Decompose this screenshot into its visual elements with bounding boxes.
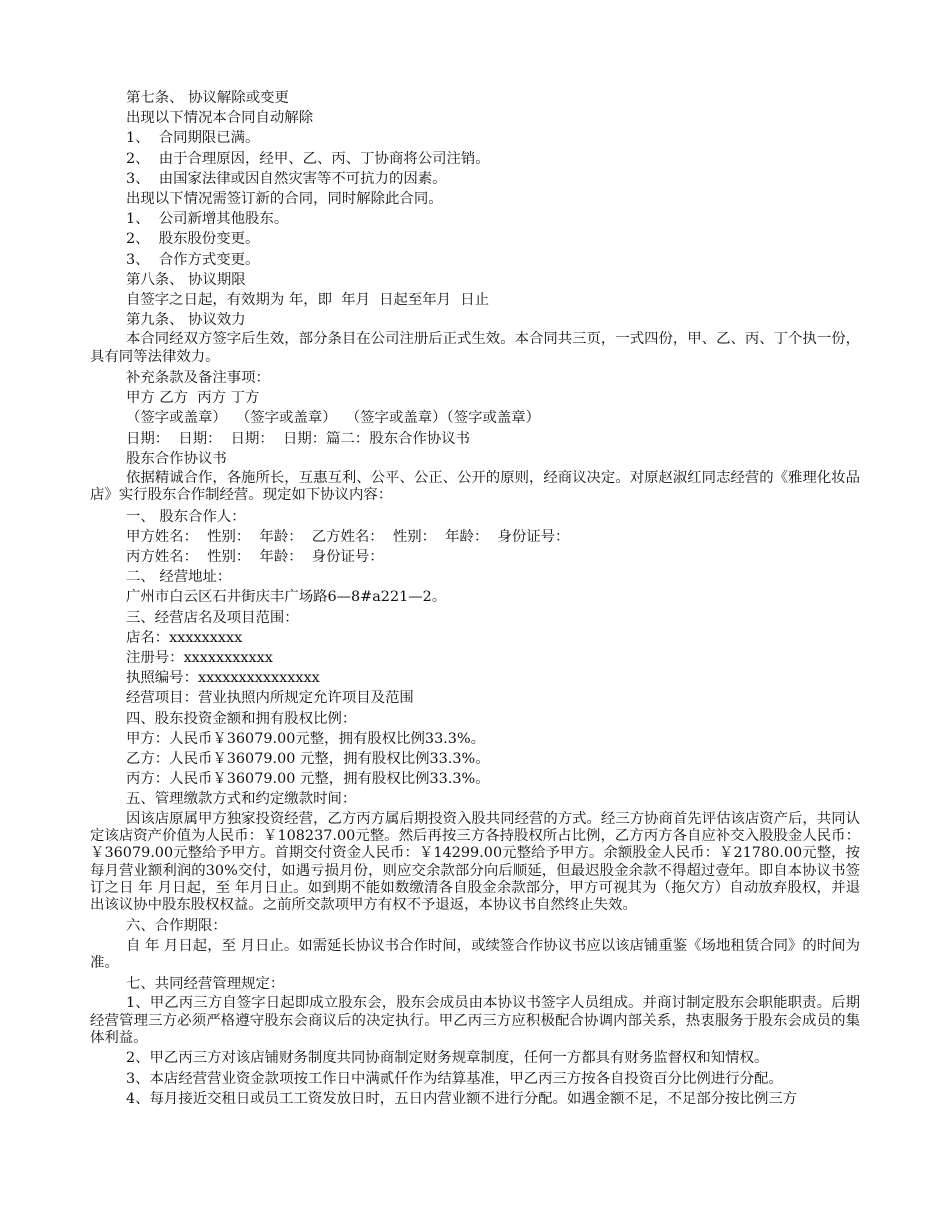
agreement-preamble: 依据精诚合作，各施所长，互惠互利、公平、公正、公开的原则，经商议决定。对原赵淑红同志经营的《雅理化妆品店》实行股东合作制经营。现定如下协议内容： [90, 470, 860, 504]
article-7-heading: 第七条、 协议解除或变更 [126, 90, 289, 106]
partner-info-line: 甲方姓名： 性别： 年龄： 乙方姓名： 性别： 年龄： 身份证号： [126, 528, 570, 545]
termination-item: 2、 由于合理原因，经甲、乙、丙、丁协商将公司注销。 [126, 150, 490, 167]
section-5-heading: 五、管理缴款方式和约定缴款时间： [126, 791, 357, 808]
termination-item: 3、 由国家法律或因自然灾害等不可抗力的因素。 [126, 170, 447, 187]
section-2-heading: 二、 经营地址： [126, 569, 232, 586]
business-scope: 经营项目：营业执照内所规定允许项目及范围 [126, 690, 414, 707]
parties-row: 甲方 乙方 丙方 丁方 [126, 390, 260, 407]
investment-line: 丙方：人民币￥36079.00 元整，拥有股权比例33.3%。 [126, 771, 490, 788]
signature-row: （签字或盖章） （签字或盖章） （签字或盖章）（签字或盖章） [126, 410, 541, 427]
date-row: 日期： 日期： 日期： 日期：篇二：股东合作协议书 [126, 430, 471, 447]
section-6-heading: 六、合作期限： [126, 918, 227, 935]
partner-info-line: 丙方姓名： 性别： 年龄： 身份证号： [126, 549, 384, 566]
renewal-item: 3、 合作方式变更。 [126, 251, 260, 268]
management-rule-paragraph: 2、甲乙丙三方对该店铺财务制度共同协商制定财务规章制度，任何一方都具有财务监督权和知情权。 [126, 1050, 769, 1067]
management-rule-paragraph: 3、本店经营营业资金款项按工作日中满贰仟作为结算基准，甲乙丙三方按各自投资百分比例进行分配。 [126, 1070, 783, 1087]
store-name: 店名：xxxxxxxxx [126, 629, 243, 646]
registration-number: 注册号：xxxxxxxxxxx [126, 650, 273, 667]
document-body [90, 88, 860, 1110]
article-9-heading: 第九条、 协议效力 [126, 312, 246, 329]
section-3-heading: 三、经营店名及项目范围： [126, 609, 299, 626]
management-rule-paragraph: 1、甲乙丙三方自签字日起即成立股东会，股东会成员由本协议书签字人员组成。并商讨制定股东会职能职责。后期经营管理三方必须严格遵守股东会商议后的决定执行。甲乙丙三方应积极配合协调内部关系，热衷服务于股东会成员的集体利益。 [90, 995, 860, 1047]
payment-terms-paragraph: 因该店原属甲方独家投资经营，乙方丙方属后期投资入股共同经营的方式。经三方协商首先评估该店资产后，共同认定该店资产价值为人民币：￥108237.00元整。然后再按三方各持股权所占比例，乙方丙方各自应补交入股股金人民币：￥36079.00元整给予甲方。首期交付资金人民币：￥14299.00元整给予甲方。余额股金人民币：￥21780.00元整，按每月营业额利润的30%交付，如遇亏损月份，则应交余款部分向后顺延，但最迟股金余款不得超过壹年。即自本协议书签订之日 年 月日起，至 年月日止。如到期不能如数缴清各自股金余款部分，甲方可视其为（拖欠方）自动放弃股权，并退出该议协中股东股权权益。之前所交款项甲方有权不予退返，本协议书自然终止失效。 [90, 810, 860, 914]
investment-line: 甲方：人民币￥36079.00元整，拥有股权比例33.3%。 [126, 730, 486, 747]
license-number: 执照编号：xxxxxxxxxxxxxxx [126, 670, 320, 687]
section-1-heading: 一、 股东合作人： [126, 508, 246, 525]
article-8-heading: 第八条、 协议期限 [126, 271, 246, 288]
renewal-item: 2、 股东股份变更。 [126, 231, 260, 248]
term-validity-text: 自签字之日起，有效期为 年，即 年月 日起至年月 日止 [126, 292, 490, 309]
auto-termination-intro: 出现以下情况本合同自动解除 [126, 110, 314, 127]
section-4-heading: 四、股东投资金额和拥有股权比例： [126, 710, 357, 727]
termination-item: 1、 合同期限已满。 [126, 130, 260, 147]
section-7-heading: 七、共同经营管理规定： [126, 976, 285, 993]
effectiveness-paragraph: 本合同经双方签字后生效，部分条目在公司注册后正式生效。本合同共三页，一式四份，甲、乙、丙、丁个执一份，具有同等法律效力。 [90, 331, 860, 365]
renewal-intro: 出现以下情况需签订新的合同，同时解除此合同。 [126, 191, 443, 208]
renewal-item: 1、 公司新增其他股东。 [126, 211, 289, 228]
agreement-title: 股东合作协议书 [126, 450, 227, 467]
business-address: 广州市白云区石井街庆丰广场路6—8#a221—2。 [126, 589, 447, 606]
cooperation-period-paragraph: 自 年 月日起，至 月日止。如需延长协议书合作时间，或续签合作协议书应以该店铺重鉴《场地租赁合同》的时间为准。 [90, 937, 860, 971]
investment-line: 乙方：人民币￥36079.00 元整，拥有股权比例33.3%。 [126, 751, 490, 768]
management-rule-paragraph: 4、每月接近交租日或员工工资发放日时，五日内营业额不进行分配。如遇金额不足，不足部分按比例三方 [126, 1090, 798, 1107]
supplementary-terms-label: 补充条款及备注事项： [126, 370, 270, 387]
